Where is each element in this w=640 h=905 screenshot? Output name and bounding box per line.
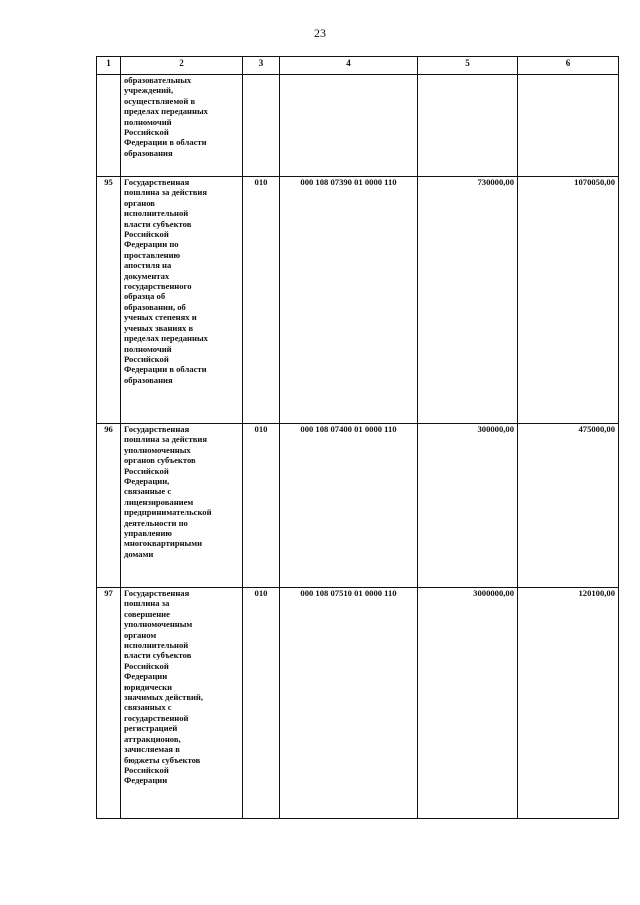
row-number: 97 xyxy=(97,588,121,819)
amount-column-5 xyxy=(418,75,518,177)
row-number: 96 xyxy=(97,424,121,588)
amount-column-5: 730000,00 xyxy=(418,177,518,424)
row-number xyxy=(97,75,121,177)
page-number: 23 xyxy=(314,26,326,40)
classification-code: 000 108 07390 01 0000 110 xyxy=(280,177,418,424)
column-header-6: 6 xyxy=(518,57,619,75)
row-number: 95 xyxy=(97,177,121,424)
classification-code xyxy=(280,75,418,177)
table-row xyxy=(97,424,619,588)
column-header-1: 1 xyxy=(97,57,121,75)
column-header-2: 2 xyxy=(121,57,243,75)
table-row xyxy=(97,588,619,819)
revenue-table xyxy=(96,56,619,819)
table-row xyxy=(97,177,619,424)
column-header-4: 4 xyxy=(280,57,418,75)
amount-column-6: 120100,00 xyxy=(518,588,619,819)
amount-column-6 xyxy=(518,75,619,177)
classification-code: 000 108 07510 01 0000 110 xyxy=(280,588,418,819)
table-row xyxy=(97,75,619,177)
amount-column-5: 300000,00 xyxy=(418,424,518,588)
admin-code: 010 xyxy=(243,588,280,819)
amount-column-6: 1070050,00 xyxy=(518,177,619,424)
revenue-name: Государственная пошлина за действия уполномоченных органов субъектов Российской Федерации, связанные с лицензированием предпринимательской деятельности по управлению многоквартирными домами xyxy=(121,424,243,588)
revenue-name: Государственная пошлина за совершение уполномоченным органом исполнительной власти субъектов Российской Федерации юридически значимых действий, связанных с государственной регистрацией аттракционов, зачисляемая в бюджеты субъектов Российской Федерации xyxy=(121,588,243,819)
revenue-name: образовательных учреждений, осуществляемой в пределах переданных полномочий Российской Федерации в области образования xyxy=(121,75,243,177)
table-header-row xyxy=(97,57,619,75)
column-header-5: 5 xyxy=(418,57,518,75)
column-header-3: 3 xyxy=(243,57,280,75)
amount-column-5: 3000000,00 xyxy=(418,588,518,819)
admin-code xyxy=(243,75,280,177)
admin-code: 010 xyxy=(243,424,280,588)
admin-code: 010 xyxy=(243,177,280,424)
classification-code: 000 108 07400 01 0000 110 xyxy=(280,424,418,588)
revenue-name: Государственная пошлина за действия органов исполнительной власти субъектов Российской Федерации по проставлению апостиля на документах государственного образца об образовании, об ученых степенях и ученых званиях в пределах переданных полномочий Российской Федерации в области образования xyxy=(121,177,243,424)
amount-column-6: 475000,00 xyxy=(518,424,619,588)
